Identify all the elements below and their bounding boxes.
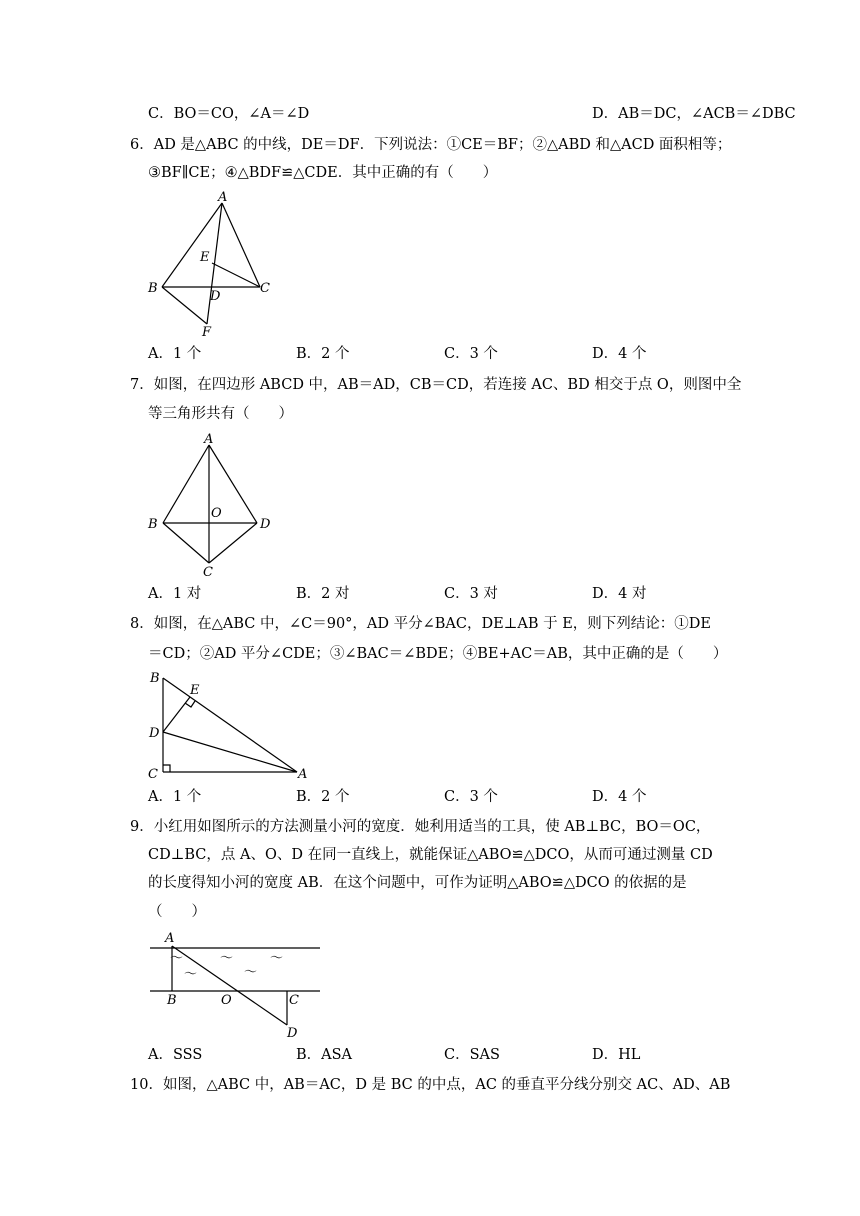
q9-option-d: D．HL bbox=[592, 1047, 641, 1063]
q7-segment-bc bbox=[163, 523, 209, 563]
q9-wave-2: ～ bbox=[220, 951, 234, 966]
q7-figure bbox=[140, 428, 280, 578]
q9-text-line1: 9．小红用如图所示的方法测量小河的宽度．她利用适当的工具，使 AB⊥BC，BO＝OC， bbox=[130, 819, 711, 835]
q7-label-o: O bbox=[211, 506, 222, 521]
q8-option-b: B．2 个 bbox=[296, 789, 350, 805]
q9-wave-4: ～ bbox=[184, 967, 198, 982]
q7-segment-dc bbox=[209, 523, 257, 563]
q6-figure bbox=[140, 188, 290, 343]
q8-segment-de bbox=[163, 697, 190, 732]
q9-text-line3: 的长度得知小河的宽度 AB．在这个问题中，可作为证明△ABO≌△DCO 的依据的是 bbox=[148, 875, 687, 891]
q7-label-b: B bbox=[148, 517, 158, 532]
q9-figure bbox=[140, 928, 330, 1041]
q7-segment-ab bbox=[163, 445, 209, 523]
q7-text-line1: 7．如图，在四边形 ABCD 中，AB＝AD，CB＝CD，若连接 AC、BD 相交于点 O，则图中全 bbox=[130, 377, 742, 393]
q9-option-c: C．SAS bbox=[444, 1047, 500, 1063]
q8-figure bbox=[140, 668, 320, 783]
q6-label-b: B bbox=[148, 281, 158, 296]
q9-wave-5: ～ bbox=[244, 965, 258, 980]
q9-option-a: A．SSS bbox=[148, 1047, 203, 1063]
q6-label-e: E bbox=[200, 250, 210, 265]
q6-text-line1: 6．AD 是△ABC 的中线，DE＝DF．下列说法：①CE＝BF；②△ABD 和△ACD 面积相等； bbox=[130, 137, 732, 153]
q7-option-a: A．1 对 bbox=[148, 586, 202, 602]
q7-label-d: D bbox=[260, 517, 271, 532]
q9-text-line4: （ ） bbox=[148, 904, 206, 920]
q8-label-e: E bbox=[190, 683, 200, 698]
q6-segment-bf bbox=[162, 287, 207, 324]
q5-option-d: D．AB＝DC，∠ACB＝∠DBC bbox=[592, 106, 796, 122]
q8-option-d: D．4 个 bbox=[592, 789, 647, 805]
q6-option-b: B．2 个 bbox=[296, 346, 350, 362]
q8-text-line1: 8．如图，在△ABC 中，∠C＝90°，AD 平分∠BAC，DE⊥AB 于 E，则下列结论：①DE bbox=[130, 616, 711, 632]
q8-label-c: C bbox=[148, 767, 158, 782]
q7-label-c: C bbox=[203, 565, 213, 580]
q7-label-a: A bbox=[204, 432, 214, 447]
q7-option-d: D．4 对 bbox=[592, 586, 647, 602]
q6-option-d: D．4 个 bbox=[592, 346, 647, 362]
q6-option-a: A．1 个 bbox=[148, 346, 202, 362]
q6-segment-ec bbox=[212, 263, 260, 287]
q6-label-a: A bbox=[218, 190, 228, 205]
q9-label-o: O bbox=[221, 993, 232, 1008]
q6-label-d: D bbox=[210, 289, 221, 304]
q8-text-line2: ＝CD；②AD 平分∠CDE；③∠BAC＝∠BDE；④BE+AC＝AB，其中正确的是（ ） bbox=[148, 646, 728, 662]
q6-option-c: C．3 个 bbox=[444, 346, 498, 362]
q7-option-c: C．3 对 bbox=[444, 586, 498, 602]
q9-wave-1: ～ bbox=[170, 951, 184, 966]
q9-label-c: C bbox=[289, 993, 299, 1008]
q6-segment-ac bbox=[222, 203, 260, 287]
q8-right-angle-c bbox=[163, 765, 170, 772]
q8-segment-ba bbox=[163, 678, 297, 772]
q7-option-b: B．2 对 bbox=[296, 586, 350, 602]
q9-wave-3: ～ bbox=[270, 951, 284, 966]
q9-label-a: A bbox=[165, 931, 175, 946]
q8-option-c: C．3 个 bbox=[444, 789, 498, 805]
q10-text-line1: 10．如图，△ABC 中，AB＝AC，D 是 BC 的中点，AC 的垂直平分线分别交 AC、AD、AB bbox=[130, 1077, 731, 1093]
q6-text-line2: ③BF∥CE；④△BDF≌△CDE．其中正确的有（ ） bbox=[148, 165, 498, 181]
q8-label-d: D bbox=[149, 726, 160, 741]
q8-label-b: B bbox=[150, 671, 160, 686]
q9-option-b: B．ASA bbox=[296, 1047, 353, 1063]
q8-option-a: A．1 个 bbox=[148, 789, 202, 805]
q7-text-line2: 等三角形共有（ ） bbox=[148, 406, 293, 422]
q6-label-f: F bbox=[202, 325, 212, 340]
q8-segment-da bbox=[163, 732, 297, 772]
q6-label-c: C bbox=[260, 281, 270, 296]
q9-label-b: B bbox=[167, 993, 177, 1008]
q5-option-c: C．BO＝CO，∠A＝∠D bbox=[148, 106, 310, 122]
q8-label-a: A bbox=[298, 767, 308, 782]
q9-label-d: D bbox=[287, 1026, 298, 1041]
q9-text-line2: CD⊥BC，点 A、O、D 在同一直线上，就能保证△ABO≌△DCO，从而可通过测量 CD bbox=[148, 847, 713, 863]
